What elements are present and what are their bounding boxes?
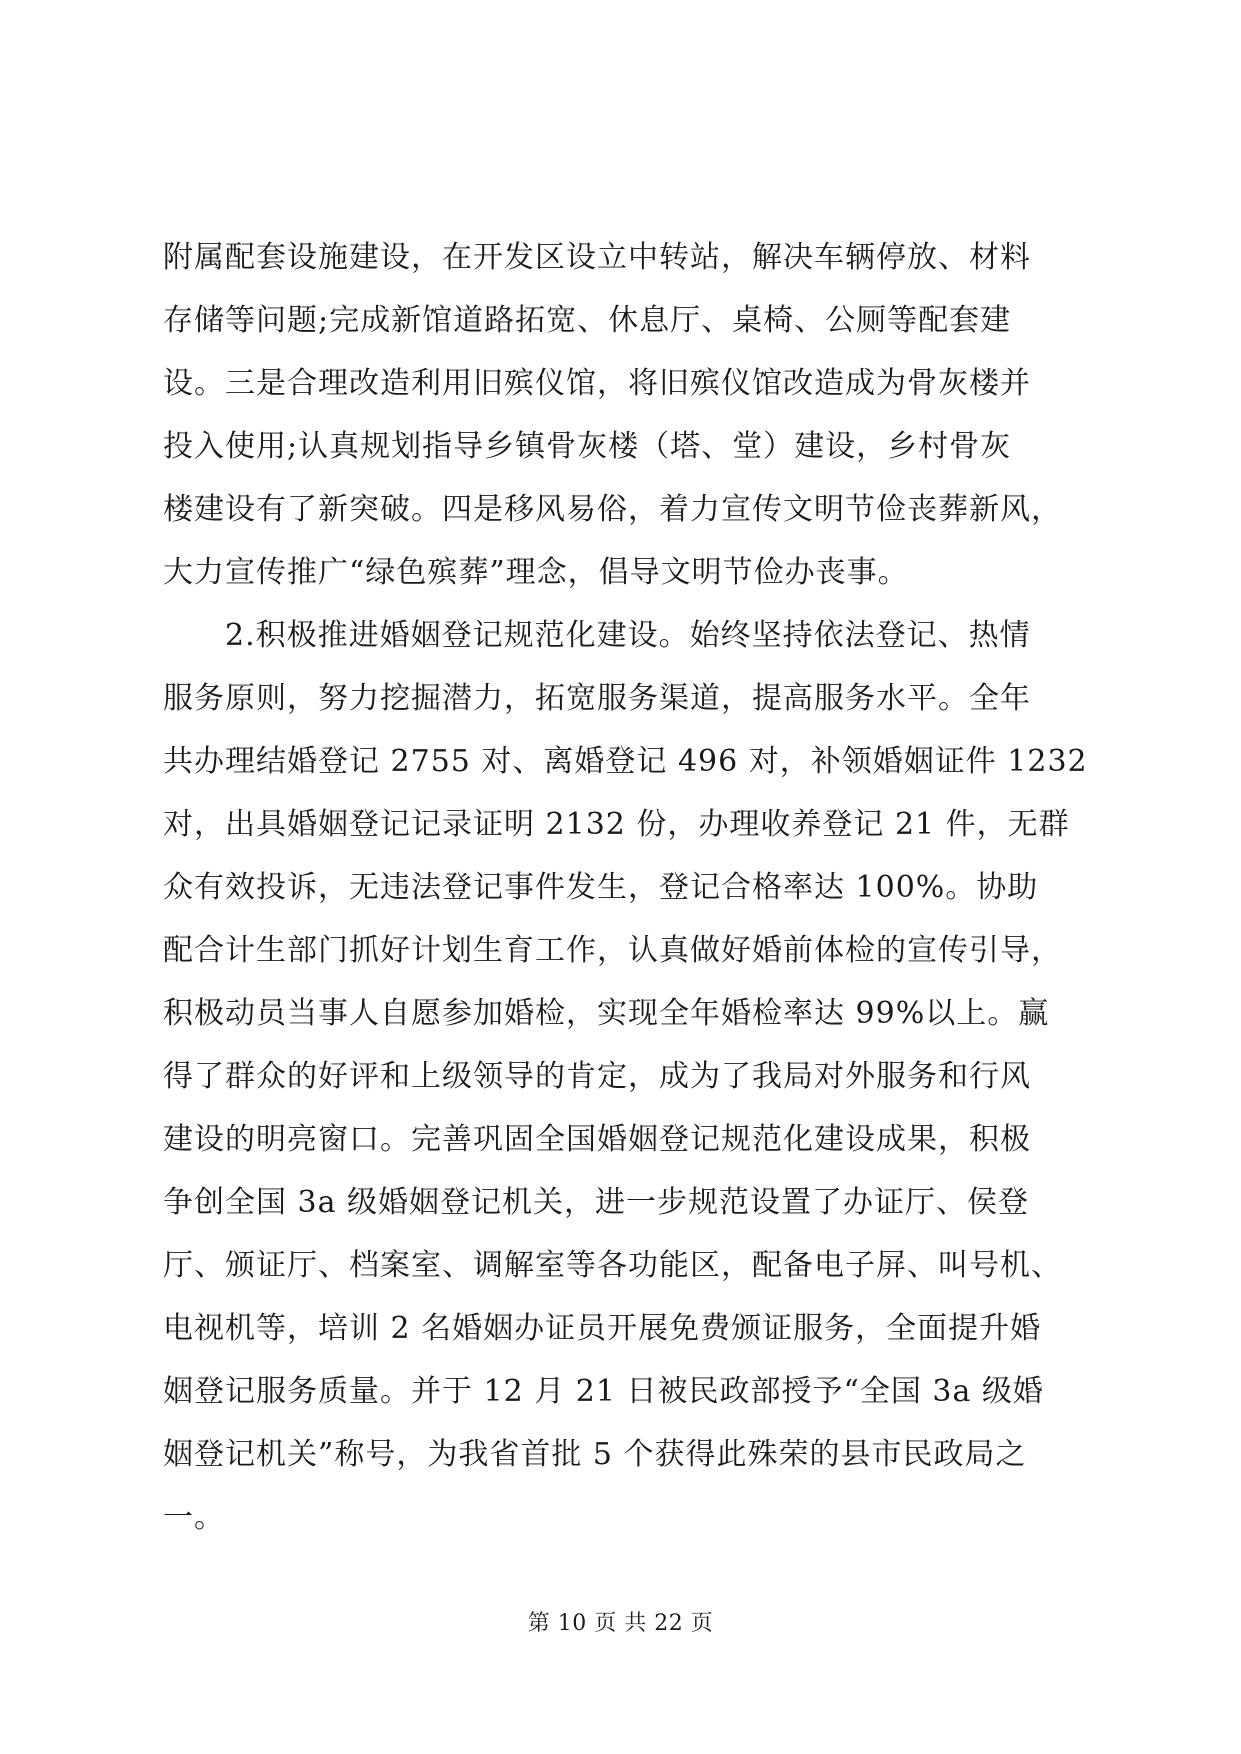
text-line: 厅、颁证厅、档案室、调解室等各功能区，配备电子屏、叫号机、 bbox=[163, 1248, 1062, 1283]
text-line: 楼建设有了新突破。四是移风易俗，着力宣传文明节俭丧葬新风， bbox=[163, 492, 1062, 527]
text-line: 附属配套设施建设，在开发区设立中转站，解决车辆停放、材料 bbox=[163, 240, 1031, 275]
text-line: 众有效投诉，无违法登记事件发生，登记合格率达 100%。协助 bbox=[163, 870, 1039, 905]
text-line: 存储等问题;完成新馆道路拓宽、休息厅、桌椅、公厕等配套建 bbox=[163, 303, 1012, 338]
text-line: 对，出具婚姻登记记录证明 2132 份，办理收养登记 21 件，无群 bbox=[163, 807, 1070, 842]
text-line: 大力宣传推广“绿色殡葬”理念，倡导文明节俭办丧事。 bbox=[163, 555, 909, 590]
text-line: 积极动员当事人自愿参加婚检，实现全年婚检率达 99%以上。赢 bbox=[163, 996, 1050, 1031]
text-line: 得了群众的好评和上级领导的肯定，成为了我局对外服务和行风 bbox=[163, 1059, 1031, 1094]
text-line: 配合计生部门抓好计划生育工作，认真做好婚前体检的宣传引导， bbox=[163, 933, 1062, 968]
document-body bbox=[163, 226, 1088, 1549]
text-line: 设。三是合理改造利用旧殡仪馆，将旧殡仪馆改造成为骨灰楼并 bbox=[163, 366, 1031, 401]
text-line: 共办理结婚登记 2755 对、离婚登记 496 对，补领婚姻证件 1232 bbox=[163, 744, 1088, 779]
text-line: 姻登记服务质量。并于 12 月 21 日被民政部授予“全国 3a 级婚 bbox=[163, 1374, 1044, 1409]
text-line: 电视机等，培训 2 名婚姻办证员开展免费颁证服务，全面提升婚 bbox=[163, 1311, 1042, 1346]
page-number: 第 10 页 共 22 页 bbox=[527, 1611, 714, 1636]
text-line: 服务原则，努力挖掘潜力，拓宽服务渠道，提高服务水平。全年 bbox=[163, 681, 1031, 716]
page-footer bbox=[0, 1606, 1241, 1637]
text-line: 2.积极推进婚姻登记规范化建设。始终坚持依法登记、热情 bbox=[163, 618, 1031, 653]
text-line: 争创全国 3a 级婚姻登记机关，进一步规范设置了办证厅、侯登 bbox=[163, 1185, 1030, 1220]
text-line: 建设的明亮窗口。完善巩固全国婚姻登记规范化建设成果，积极 bbox=[163, 1122, 1031, 1157]
text-line: 投入使用;认真规划指导乡镇骨灰楼（塔、堂）建设，乡村骨灰 bbox=[163, 429, 1012, 464]
text-line: 一。 bbox=[163, 1500, 225, 1535]
text-line: 姻登记机关”称号，为我省首批 5 个获得此殊荣的县市民政局之 bbox=[163, 1437, 1027, 1472]
